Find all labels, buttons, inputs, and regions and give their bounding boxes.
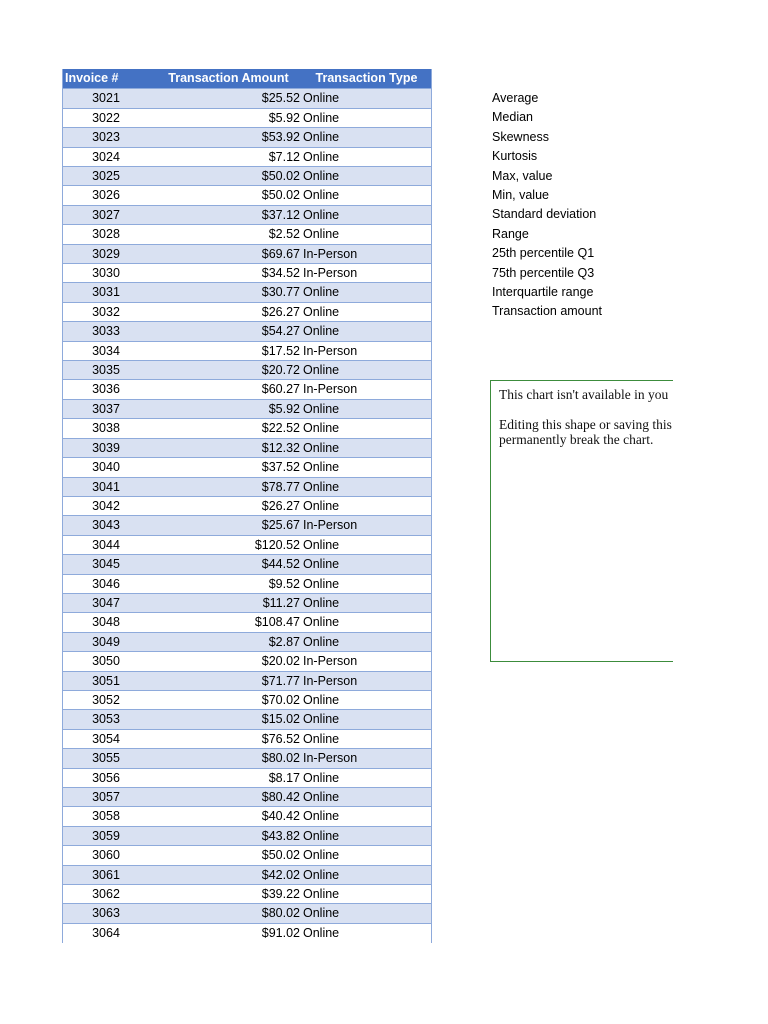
transaction-type-cell[interactable]: Online bbox=[302, 419, 431, 438]
table-row bbox=[63, 671, 431, 690]
invoice-number-cell[interactable]: 3037 bbox=[63, 399, 155, 418]
invoice-number-cell[interactable]: 3035 bbox=[63, 361, 155, 380]
transaction-amount-cell[interactable]: $120.52 bbox=[155, 535, 302, 554]
transaction-amount-cell[interactable]: $37.52 bbox=[155, 458, 302, 477]
transaction-amount-cell[interactable]: $39.22 bbox=[155, 885, 302, 904]
transaction-type-cell[interactable]: Online bbox=[302, 865, 431, 884]
chart-warning-message bbox=[499, 417, 691, 447]
table-row bbox=[63, 264, 431, 283]
chart-unavailable-message: This chart isn't available in you bbox=[499, 387, 669, 402]
transaction-amount-cell[interactable]: $5.92 bbox=[155, 108, 302, 127]
stat-label[interactable]: Min, value bbox=[492, 187, 549, 202]
transaction-amount-cell[interactable]: $26.27 bbox=[155, 302, 302, 321]
transaction-amount-cell[interactable]: $44.52 bbox=[155, 555, 302, 574]
transaction-amount-cell[interactable]: $34.52 bbox=[155, 264, 302, 283]
transaction-type-cell[interactable]: Online bbox=[302, 574, 431, 593]
transaction-type-cell[interactable]: Online bbox=[302, 885, 431, 904]
invoice-table bbox=[63, 69, 431, 942]
invoice-number-cell[interactable]: 3029 bbox=[63, 244, 155, 263]
invoice-number-cell[interactable]: 3024 bbox=[63, 147, 155, 166]
invoice-number-cell[interactable]: 3021 bbox=[63, 89, 155, 108]
transaction-type-cell[interactable]: Online bbox=[302, 458, 431, 477]
stat-label[interactable]: Kurtosis bbox=[492, 149, 538, 164]
table-row bbox=[63, 593, 431, 612]
transaction-type-cell[interactable]: Online bbox=[302, 826, 431, 845]
table-row bbox=[63, 89, 431, 108]
transaction-amount-cell[interactable]: $20.72 bbox=[155, 361, 302, 380]
table-row bbox=[63, 574, 431, 593]
transaction-amount-cell[interactable]: $108.47 bbox=[155, 613, 302, 632]
transaction-type-cell[interactable]: In-Person bbox=[302, 516, 431, 535]
transaction-type-cell[interactable]: Online bbox=[302, 399, 431, 418]
transaction-type-cell[interactable]: In-Person bbox=[302, 341, 431, 360]
transaction-amount-cell[interactable]: $50.02 bbox=[155, 186, 302, 205]
table-row bbox=[63, 613, 431, 632]
transaction-amount-cell[interactable]: $42.02 bbox=[155, 865, 302, 884]
transaction-amount-cell[interactable]: $78.77 bbox=[155, 477, 302, 496]
transaction-type-cell[interactable]: Online bbox=[302, 302, 431, 321]
transaction-type-cell[interactable]: Online bbox=[302, 205, 431, 224]
invoice-number-cell[interactable]: 3059 bbox=[63, 826, 155, 845]
table-row bbox=[63, 341, 431, 360]
invoice-number-cell[interactable]: 3063 bbox=[63, 904, 155, 923]
transaction-amount-cell[interactable]: $11.27 bbox=[155, 593, 302, 612]
header-invoice[interactable]: Invoice # bbox=[63, 69, 155, 89]
invoice-number-cell[interactable]: 3048 bbox=[63, 613, 155, 632]
stat-label[interactable]: 25th percentile Q1 bbox=[492, 246, 595, 261]
invoice-number-cell[interactable]: 3058 bbox=[63, 807, 155, 826]
table-row bbox=[63, 244, 431, 263]
table-row bbox=[63, 788, 431, 807]
transaction-amount-cell[interactable]: $2.52 bbox=[155, 225, 302, 244]
transaction-amount-cell[interactable]: $60.27 bbox=[155, 380, 302, 399]
table-row bbox=[63, 768, 431, 787]
table-row bbox=[63, 283, 431, 302]
table-row bbox=[63, 904, 431, 923]
invoice-number-cell[interactable]: 3057 bbox=[63, 788, 155, 807]
invoice-number-cell[interactable]: 3051 bbox=[63, 671, 155, 690]
transaction-type-cell[interactable]: Online bbox=[302, 283, 431, 302]
transaction-type-cell[interactable]: Online bbox=[302, 768, 431, 787]
invoice-number-cell[interactable]: 3034 bbox=[63, 341, 155, 360]
table-row bbox=[63, 826, 431, 845]
invoice-number-cell[interactable]: 3064 bbox=[63, 923, 155, 942]
transaction-type-cell[interactable]: Online bbox=[302, 729, 431, 748]
table-row bbox=[63, 361, 431, 380]
transaction-type-cell[interactable]: Online bbox=[302, 225, 431, 244]
transaction-type-cell[interactable]: Online bbox=[302, 632, 431, 651]
transaction-type-cell[interactable]: Online bbox=[302, 593, 431, 612]
table-row bbox=[63, 458, 431, 477]
stat-label[interactable]: Median bbox=[492, 110, 533, 125]
chart-placeholder[interactable] bbox=[490, 380, 691, 662]
table-row bbox=[63, 555, 431, 574]
table-row bbox=[63, 865, 431, 884]
invoice-number-cell[interactable]: 3022 bbox=[63, 108, 155, 127]
transaction-amount-cell[interactable]: $7.12 bbox=[155, 147, 302, 166]
table-row bbox=[63, 923, 431, 942]
stat-label[interactable]: Interquartile range bbox=[492, 284, 594, 299]
transaction-amount-cell[interactable]: $5.92 bbox=[155, 399, 302, 418]
sheet-page-edge bbox=[673, 378, 768, 668]
transaction-amount-cell[interactable]: $43.82 bbox=[155, 826, 302, 845]
transaction-type-cell[interactable]: Online bbox=[302, 535, 431, 554]
table-row bbox=[63, 710, 431, 729]
table-row bbox=[63, 477, 431, 496]
transaction-type-cell[interactable]: Online bbox=[302, 186, 431, 205]
table-row bbox=[63, 302, 431, 321]
stat-label[interactable]: Skewness bbox=[492, 129, 549, 144]
invoice-number-cell[interactable]: 3026 bbox=[63, 186, 155, 205]
table-row bbox=[63, 205, 431, 224]
invoice-number-cell[interactable]: 3030 bbox=[63, 264, 155, 283]
transaction-amount-cell[interactable]: $2.87 bbox=[155, 632, 302, 651]
transaction-amount-cell[interactable]: $70.02 bbox=[155, 690, 302, 709]
transaction-type-cell[interactable]: In-Person bbox=[302, 749, 431, 768]
transaction-amount-cell[interactable]: $25.52 bbox=[155, 89, 302, 108]
invoice-number-cell[interactable]: 3050 bbox=[63, 652, 155, 671]
stat-label[interactable]: Average bbox=[492, 91, 539, 105]
invoice-number-cell[interactable]: 3043 bbox=[63, 516, 155, 535]
transaction-type-cell[interactable]: Online bbox=[302, 788, 431, 807]
table-row bbox=[63, 399, 431, 418]
stat-label[interactable]: Max, value bbox=[492, 168, 553, 183]
table-row bbox=[63, 167, 431, 186]
stat-label[interactable]: Range bbox=[492, 226, 529, 241]
invoice-number-cell[interactable]: 3062 bbox=[63, 885, 155, 904]
transaction-amount-cell[interactable]: $30.77 bbox=[155, 283, 302, 302]
invoice-number-cell[interactable]: 3053 bbox=[63, 710, 155, 729]
table-row bbox=[63, 496, 431, 515]
invoice-number-cell[interactable]: 3060 bbox=[63, 846, 155, 865]
stat-label[interactable]: Transaction amount bbox=[492, 304, 603, 319]
transaction-amount-cell[interactable]: $80.02 bbox=[155, 749, 302, 768]
invoice-number-cell[interactable]: 3036 bbox=[63, 380, 155, 399]
table-row bbox=[63, 652, 431, 671]
transaction-type-cell[interactable]: In-Person bbox=[302, 264, 431, 283]
table-row bbox=[63, 225, 431, 244]
transaction-amount-cell[interactable]: $26.27 bbox=[155, 496, 302, 515]
transaction-type-cell[interactable]: Online bbox=[302, 496, 431, 515]
invoice-number-cell[interactable]: 3049 bbox=[63, 632, 155, 651]
invoice-number-cell[interactable]: 3047 bbox=[63, 593, 155, 612]
table-row bbox=[63, 690, 431, 709]
transaction-type-cell[interactable]: Online bbox=[302, 89, 431, 108]
transaction-amount-cell[interactable]: $17.52 bbox=[155, 341, 302, 360]
invoice-number-cell[interactable]: 3052 bbox=[63, 690, 155, 709]
invoice-number-cell[interactable]: 3038 bbox=[63, 419, 155, 438]
table-row bbox=[63, 419, 431, 438]
invoice-number-cell[interactable]: 3054 bbox=[63, 729, 155, 748]
invoice-number-cell[interactable]: 3042 bbox=[63, 496, 155, 515]
transaction-amount-cell[interactable]: $9.52 bbox=[155, 574, 302, 593]
transaction-amount-cell[interactable]: $80.42 bbox=[155, 788, 302, 807]
transaction-type-cell[interactable]: Online bbox=[302, 710, 431, 729]
invoice-number-cell[interactable]: 3045 bbox=[63, 555, 155, 574]
transaction-amount-cell[interactable]: $20.02 bbox=[155, 652, 302, 671]
transaction-amount-cell[interactable]: $25.67 bbox=[155, 516, 302, 535]
table-row bbox=[63, 186, 431, 205]
invoice-number-cell[interactable]: 3046 bbox=[63, 574, 155, 593]
transaction-amount-cell[interactable]: $50.02 bbox=[155, 846, 302, 865]
table-row bbox=[63, 516, 431, 535]
transaction-type-cell[interactable]: In-Person bbox=[302, 244, 431, 263]
transaction-type-cell[interactable]: Online bbox=[302, 108, 431, 127]
stat-label[interactable]: Standard deviation bbox=[492, 207, 597, 222]
invoice-number-cell[interactable]: 3031 bbox=[63, 283, 155, 302]
table-header-row bbox=[63, 69, 431, 89]
invoice-number-cell[interactable]: 3028 bbox=[63, 225, 155, 244]
chart-warning-line-2: permanently break the chart. bbox=[499, 432, 654, 447]
transaction-amount-cell[interactable]: $22.52 bbox=[155, 419, 302, 438]
stat-label[interactable]: 75th percentile Q3 bbox=[492, 265, 595, 280]
table-row bbox=[63, 749, 431, 768]
transaction-amount-cell[interactable]: $71.77 bbox=[155, 671, 302, 690]
transaction-amount-cell[interactable]: $91.02 bbox=[155, 923, 302, 942]
header-transaction-type[interactable]: Transaction Type bbox=[302, 69, 431, 89]
transaction-amount-cell[interactable]: $76.52 bbox=[155, 729, 302, 748]
transaction-type-cell[interactable]: Online bbox=[302, 361, 431, 380]
transaction-type-cell[interactable]: In-Person bbox=[302, 652, 431, 671]
transaction-amount-cell[interactable]: $53.92 bbox=[155, 128, 302, 147]
table-row bbox=[63, 322, 431, 341]
table-row bbox=[63, 380, 431, 399]
table-row bbox=[63, 729, 431, 748]
transaction-type-cell[interactable]: Online bbox=[302, 555, 431, 574]
stats-label-list bbox=[492, 89, 602, 322]
invoice-number-cell[interactable]: 3040 bbox=[63, 458, 155, 477]
transaction-amount-cell[interactable]: $12.32 bbox=[155, 438, 302, 457]
invoice-number-cell[interactable]: 3032 bbox=[63, 302, 155, 321]
transaction-amount-cell[interactable]: $80.02 bbox=[155, 904, 302, 923]
table-row bbox=[63, 885, 431, 904]
header-transaction-amount[interactable]: Transaction Amount bbox=[155, 69, 302, 89]
invoice-number-cell[interactable]: 3055 bbox=[63, 749, 155, 768]
transaction-type-cell[interactable]: Online bbox=[302, 128, 431, 147]
transaction-type-cell[interactable]: Online bbox=[302, 438, 431, 457]
table-row bbox=[63, 147, 431, 166]
transaction-type-cell[interactable]: Online bbox=[302, 322, 431, 341]
invoice-number-cell[interactable]: 3061 bbox=[63, 865, 155, 884]
transaction-type-cell[interactable]: Online bbox=[302, 904, 431, 923]
transaction-amount-cell[interactable]: $8.17 bbox=[155, 768, 302, 787]
table-row bbox=[63, 108, 431, 127]
chart-warning-line-1: Editing this shape or saving this bbox=[499, 417, 672, 432]
invoice-number-cell[interactable]: 3044 bbox=[63, 535, 155, 554]
transaction-type-cell[interactable]: In-Person bbox=[302, 380, 431, 399]
invoice-number-cell[interactable]: 3027 bbox=[63, 205, 155, 224]
transaction-amount-cell[interactable]: $50.02 bbox=[155, 167, 302, 186]
transaction-type-cell[interactable]: Online bbox=[302, 147, 431, 166]
table-row bbox=[63, 535, 431, 554]
invoice-number-cell[interactable]: 3033 bbox=[63, 322, 155, 341]
transaction-type-cell[interactable]: Online bbox=[302, 923, 431, 942]
invoice-number-cell[interactable]: 3025 bbox=[63, 167, 155, 186]
transaction-amount-cell[interactable]: $37.12 bbox=[155, 205, 302, 224]
table-row bbox=[63, 438, 431, 457]
invoice-number-cell[interactable]: 3056 bbox=[63, 768, 155, 787]
table-body bbox=[63, 89, 431, 942]
invoice-number-cell[interactable]: 3023 bbox=[63, 128, 155, 147]
transaction-type-cell[interactable]: Online bbox=[302, 807, 431, 826]
table-row bbox=[63, 632, 431, 651]
transaction-amount-cell[interactable]: $40.42 bbox=[155, 807, 302, 826]
transaction-type-cell[interactable]: Online bbox=[302, 690, 431, 709]
transaction-amount-cell[interactable]: $69.67 bbox=[155, 244, 302, 263]
table-row bbox=[63, 807, 431, 826]
transaction-type-cell[interactable]: Online bbox=[302, 167, 431, 186]
transaction-type-cell[interactable]: Online bbox=[302, 846, 431, 865]
transaction-type-cell[interactable]: Online bbox=[302, 613, 431, 632]
invoice-number-cell[interactable]: 3039 bbox=[63, 438, 155, 457]
table-row bbox=[63, 846, 431, 865]
transaction-amount-cell[interactable]: $15.02 bbox=[155, 710, 302, 729]
transaction-amount-cell[interactable]: $54.27 bbox=[155, 322, 302, 341]
transaction-type-cell[interactable]: Online bbox=[302, 477, 431, 496]
transaction-type-cell[interactable]: In-Person bbox=[302, 671, 431, 690]
invoice-number-cell[interactable]: 3041 bbox=[63, 477, 155, 496]
table-row bbox=[63, 128, 431, 147]
